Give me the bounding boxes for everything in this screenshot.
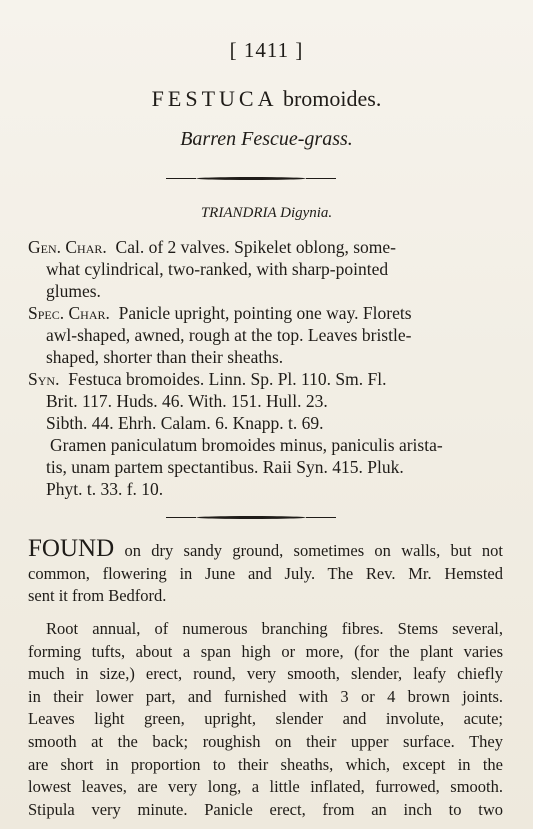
specific-character xyxy=(28,302,504,368)
body-line: much in size,) erect, round, very smooth, slender, leafy chiefly xyxy=(28,664,503,684)
body-line: forming tufts, about a span high or more, (for the plant varies xyxy=(28,641,503,661)
syn-line: Sibth. 44. Ehrh. Calam. 6. Knapp. t. 69. xyxy=(46,413,324,433)
gen-char-line: glumes. xyxy=(46,281,101,301)
ornamental-rule-top xyxy=(196,177,306,180)
synonyms xyxy=(28,368,504,500)
linnaean-classification: TRIANDRIA Digynia. xyxy=(200,205,333,221)
species-name: bromoides. xyxy=(282,86,382,111)
syn-label: Syn. xyxy=(28,369,60,389)
dropcap-word: FOUND xyxy=(28,535,115,562)
ornamental-rule-bottom xyxy=(196,516,306,519)
generic-character xyxy=(28,236,504,302)
gen-char-line: what cylindrical, two-ranked, with sharp-pointed xyxy=(46,259,389,279)
description-paragraph-2 xyxy=(28,618,503,821)
body-line: Root annual, of numerous branching fibres. Stems several, xyxy=(46,619,503,638)
spec-char-line: awl-shaped, awned, rough at the top. Leaves bristle- xyxy=(46,325,412,345)
gen-char-label: Gen. Char. xyxy=(28,237,107,257)
genus-name: FESTUCA xyxy=(151,86,278,111)
syn-line: Brit. 117. Huds. 46. With. 151. Hull. 23. xyxy=(46,391,328,411)
spec-char-line: shaped, shorter than their sheaths. xyxy=(46,347,284,367)
body-line: lowest leaves, are very long, a little inflated, furrowed, smooth. xyxy=(28,777,503,797)
gen-char-line: Cal. of 2 valves. Spikelet oblong, some- xyxy=(115,237,396,257)
page-number: [ 1411 ] xyxy=(229,38,304,62)
gramen-line: Phyt. t. 33. f. 10. xyxy=(46,479,164,499)
spec-char-line: Panicle upright, pointing one way. Florets xyxy=(118,303,412,323)
syn-line: Festuca bromoides. Linn. Sp. Pl. 110. Sm. Fl. xyxy=(68,369,387,389)
body-line: Stipula very minute. Panicle erect, from an inch to two xyxy=(28,799,503,819)
body-line: Leaves light green, upright, slender and involute, acute; xyxy=(28,709,503,729)
body-line: in their lower part, and furnished with 3 or 4 brown joints. xyxy=(28,686,503,706)
description-paragraph-1 xyxy=(28,535,503,608)
body-line: on dry sandy ground, sometimes on walls, but not xyxy=(124,541,503,560)
gramen-line: tis, unam partem spectantibus. Raii Syn. 415. Pluk. xyxy=(46,457,404,477)
species-title xyxy=(0,86,533,112)
body-line: are short in proportion to their sheaths, which, except in the xyxy=(28,754,503,774)
body-line: common, flowering in June and July. The Rev. Mr. Hemsted xyxy=(28,563,503,583)
spec-char-label: Spec. Char. xyxy=(28,303,110,323)
common-name: Barren Fescue-grass. xyxy=(180,128,353,150)
gramen-line: Gramen paniculatum bromoides minus, paniculis arista- xyxy=(50,435,443,455)
body-line: sent it from Bedford. xyxy=(28,586,167,606)
body-line: smooth at the back; roughish on their upper surface. They xyxy=(28,731,503,751)
